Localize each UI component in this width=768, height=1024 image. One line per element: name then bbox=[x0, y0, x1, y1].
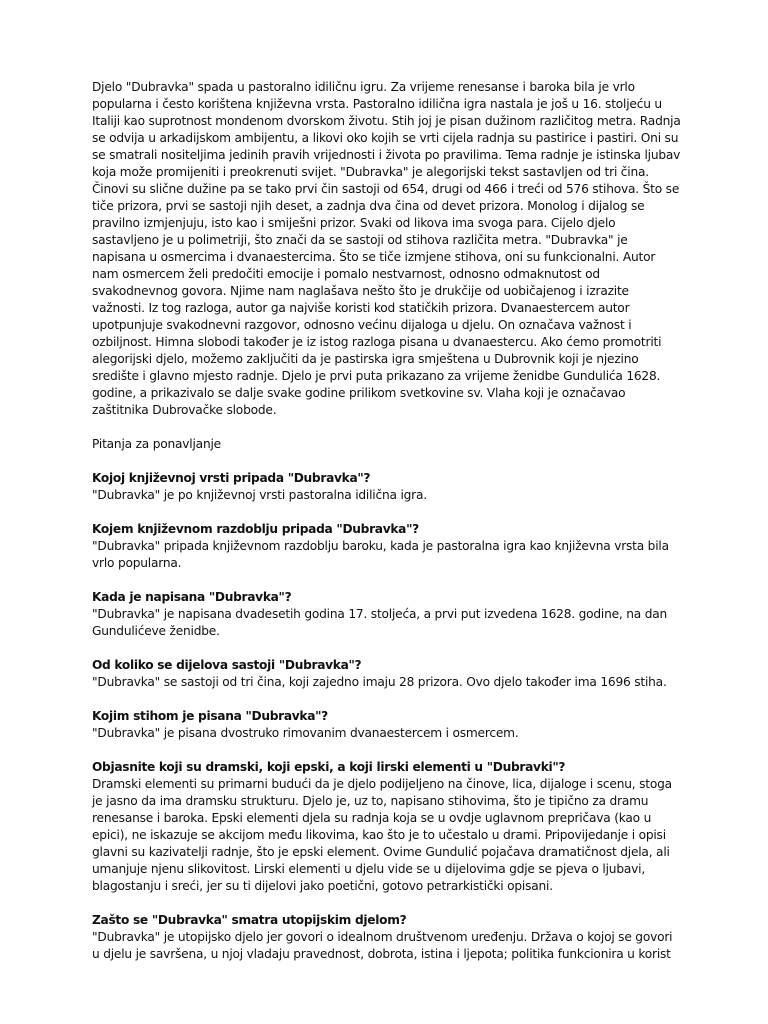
question-text: Kojoj književnoj vrsti pripada "Dubravka"? bbox=[92, 471, 371, 485]
qa-item bbox=[92, 759, 682, 895]
question-text: Kojem književnom razdoblju pripada "Dubravka"? bbox=[92, 522, 419, 536]
answer-text: "Dubravka" je utopijsko djelo jer govori o idealnom društvenom uređenju. Država o kojoj se govori u djelu je savršena, u njoj vladaju pravednost, dobrota, istina i ljepota; politika funkcionira u korist bbox=[92, 930, 673, 961]
intro-paragraph: Djelo "Dubravka" spada u pastoralno idiličnu igru. Za vrijeme renesanse i baroka bila je vrlo popularna i često korištena književna vrsta. Pastoralno idilična igra nastala je još u 16. stoljeću u Italiji kao suprotnost mondenom dvorskom životu. Stih joj je pisan dužinom različitog metra. Radnja se odvija u arkadijskom ambijentu, a likovi oko kojih se vrti cijela radnja su pastirice i pastiri. Oni su se smatrali nositeljima jedinih pravih vrijednosti i života po pravilima. Tema radnje je istinska ljubav koja može promijeniti i preokrenuti svijet. "Dubravka" je alegorijski tekst sastavljen od tri čina. Činovi su slične dužine pa se tako prvi čin sastoji od 654, drugi od 466 i treći od 576 stihova. Što se tiče prizora, prvi se sastoji njih deset, a zadnja dva čina od devet prizora. Monolog i dijalog se pravilno izmjenjuju, isto kao i smiješni prizor. Svaki od likova ima svoga para. Cijelo djelo sastavljeno je u polimetriji, što znači da se sastoji od stihova različita metra. "Dubravka" je napisana u osmercima i dvanaestercima. Što se tiče izmjene stihova, oni su funkcionalni. Autor nam osmercem želi predočiti emocije i pomalo nestvarnost, odnosno odmaknutost od svakodnevnog govora. Njime nam naglašava nešto što je drukčije od uobičajenog i izrazite važnosti. Iz tog razloga, autor ga najviše koristi kod statičkih prizora. Dvanaestercem autor upotpunjuje svakodnevni razgovor, odnosno većinu dijaloga u djelu. On označava važnost i ozbiljnost. Himna slobodi također je iz istog razloga pisana u dvanaestercu. Ako ćemo promotriti alegorijski djelo, možemo zaključiti da je pastirska igra smještena u Dubrovnik koji je njezino središte i glavno mjesto radnje. Djelo je prvi puta prikazano za vrijeme ženidbe Gundulića 1628. godine, a prikazivalo se dalje svake godine prilikom svetkovine sv. Vlaha koji je označavao zaštitnika Dubrovačke slobode. bbox=[92, 80, 681, 417]
qa-item bbox=[92, 521, 682, 572]
document-page bbox=[92, 79, 682, 980]
answer-text: "Dubravka" se sastoji od tri čina, koji zajedno imaju 28 prizora. Ovo djelo također ima 1696 stiha. bbox=[92, 675, 667, 689]
question-text: Kojim stihom je pisana "Dubravka"? bbox=[92, 709, 328, 723]
question-text: Kada je napisana "Dubravka"? bbox=[92, 590, 292, 604]
answer-text: "Dubravka" je napisana dvadesetih godina 17. stoljeća, a prvi put izvedena 1628. godine, na dan Gundulićeve ženidbe. bbox=[92, 607, 668, 638]
qa-item bbox=[92, 589, 682, 640]
answer-text: "Dubravka" je pisana dvostruko rimovanim dvanaestercem i osmercem. bbox=[92, 726, 519, 740]
section-heading: Pitanja za ponavljanje bbox=[92, 437, 221, 451]
answer-text: Dramski elementi su primarni budući da je djelo podijeljeno na činove, lica, dijaloge i scenu, stoga je jasno da ima dramsku strukturu. Djelo je, uz to, napisano stihovima, što je tipično za dramu renesanse i baroka. Epski elementi djela su radnja koja se u ovdje uglavnom prepričava (kao u epici), ne iskazuje se akcijom među likovima, kao što je to učestalo u drami. Pripovijedanje i opisi glavni su kazivatelji radnje, što je epski element. Ovime Gundulić pojačava dramatičnost djela, ali umanjuje njenu slikovitost. Lirski elementi u djelu vide se u dijelovima gdje se pjeva o ljubavi, blagostanju i sreći, jer su ti dijelovi jako poetični, gotovo petrarkistički opisani. bbox=[92, 777, 672, 893]
qa-item bbox=[92, 657, 682, 691]
question-text: Zašto se "Dubravka" smatra utopijskim djelom? bbox=[92, 913, 407, 927]
qa-item bbox=[92, 912, 682, 963]
question-text: Od koliko se dijelova sastoji "Dubravka"? bbox=[92, 658, 362, 672]
answer-text: "Dubravka" je po književnoj vrsti pastoralna idilična igra. bbox=[92, 488, 427, 502]
question-text: Objasnite koji su dramski, koji epski, a koji lirski elementi u "Dubravki"? bbox=[92, 760, 566, 774]
answer-text: "Dubravka" pripada književnom razdoblju baroku, kada je pastoralna igra kao književna vrsta bila vrlo popularna. bbox=[92, 539, 669, 570]
qa-item bbox=[92, 708, 682, 742]
qa-item bbox=[92, 470, 682, 504]
